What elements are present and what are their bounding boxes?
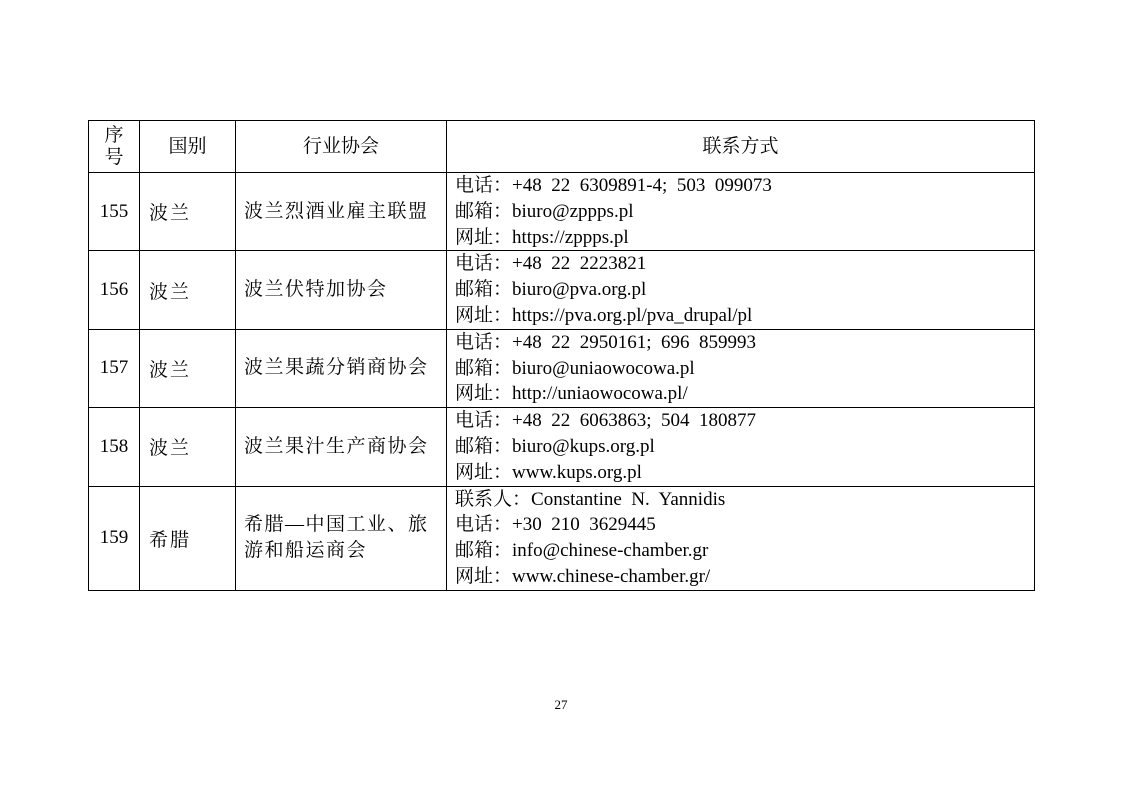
row-country: 波兰 [140, 173, 236, 251]
table-body [89, 173, 1035, 591]
contact-value: biuro@uniaowocowa.pl [512, 357, 695, 379]
row-association: 波兰果汁生产商协会 [236, 408, 447, 486]
contact-value: biuro@zppps.pl [512, 200, 634, 222]
contact-value: +30 210 3629445 [512, 514, 656, 536]
contact-value: +48 22 2950161; 696 859993 [512, 331, 757, 353]
contact-line [455, 538, 1034, 564]
contact-line [455, 460, 1034, 486]
table-row [89, 251, 1035, 329]
contact-value: https://pva.org.pl/pva_drupal/pl [512, 304, 753, 326]
contact-value: www.kups.org.pl [512, 461, 642, 483]
contact-value: Constantine N. Yannidis [531, 488, 726, 510]
contact-value: http://uniaowocowa.pl/ [512, 383, 688, 405]
header-seq-label: 序号 [104, 124, 124, 168]
contact-line [455, 408, 1034, 434]
contact-label: 邮箱： [455, 279, 513, 301]
row-contact [447, 486, 1035, 590]
contact-line [455, 225, 1034, 251]
row-association: 波兰伏特加协会 [236, 251, 447, 329]
header-country: 国别 [140, 121, 236, 173]
contact-label: 电话： [455, 253, 513, 275]
contact-line [455, 277, 1034, 303]
contact-line [455, 381, 1034, 407]
contact-value: info@chinese-chamber.gr [512, 540, 709, 562]
contact-line [455, 199, 1034, 225]
contact-line [455, 356, 1034, 382]
row-country: 波兰 [140, 329, 236, 407]
row-association: 波兰果蔬分销商协会 [236, 329, 447, 407]
row-seq: 157 [89, 329, 140, 407]
row-association: 希腊—中国工业、旅游和船运商会 [236, 486, 447, 590]
table-row [89, 173, 1035, 251]
header-contact: 联系方式 [447, 121, 1035, 173]
contact-label: 邮箱： [455, 357, 513, 379]
contact-line [455, 251, 1034, 277]
table-row [89, 329, 1035, 407]
contact-line [455, 487, 1034, 513]
table-header-row [89, 121, 1035, 173]
contact-line [455, 564, 1034, 590]
contact-label: 邮箱： [455, 200, 513, 222]
header-seq [89, 121, 140, 173]
association-table [88, 120, 1035, 591]
contact-label: 电话： [455, 514, 513, 536]
row-contact [447, 408, 1035, 486]
contact-label: 网址： [455, 226, 513, 248]
contact-value: +48 22 6063863; 504 180877 [512, 410, 757, 432]
header-association: 行业协会 [236, 121, 447, 173]
contact-value: biuro@kups.org.pl [512, 435, 655, 457]
row-seq: 156 [89, 251, 140, 329]
row-country: 波兰 [140, 251, 236, 329]
contact-line [455, 512, 1034, 538]
contact-value: biuro@pva.org.pl [512, 279, 647, 301]
contact-value: +48 22 6309891-4; 503 099073 [512, 175, 772, 196]
contact-line [455, 330, 1034, 356]
page-number: 27 [554, 697, 568, 712]
row-seq: 158 [89, 408, 140, 486]
contact-label: 网址： [455, 383, 513, 405]
contact-line [455, 173, 1034, 199]
row-seq: 159 [89, 486, 140, 590]
contact-value: https://zppps.pl [512, 226, 629, 248]
table-row [89, 408, 1035, 486]
contact-label: 网址： [455, 304, 513, 326]
contact-label: 电话： [455, 331, 513, 353]
row-contact [447, 173, 1035, 251]
contact-label: 网址： [455, 461, 513, 483]
row-contact [447, 251, 1035, 329]
contact-label: 联系人： [455, 488, 532, 510]
contact-value: www.chinese-chamber.gr/ [512, 565, 711, 587]
contact-line [455, 303, 1034, 329]
row-country: 希腊 [140, 486, 236, 590]
row-seq: 155 [89, 173, 140, 251]
contact-line [455, 434, 1034, 460]
contact-label: 邮箱： [455, 540, 513, 562]
contact-label: 电话： [455, 175, 513, 196]
contact-label: 邮箱： [455, 435, 513, 457]
row-contact [447, 329, 1035, 407]
contact-label: 电话： [455, 410, 513, 432]
row-country: 波兰 [140, 408, 236, 486]
contact-value: +48 22 2223821 [512, 253, 647, 275]
row-association: 波兰烈酒业雇主联盟 [236, 173, 447, 251]
contact-label: 网址： [455, 565, 513, 587]
table-row [89, 486, 1035, 590]
